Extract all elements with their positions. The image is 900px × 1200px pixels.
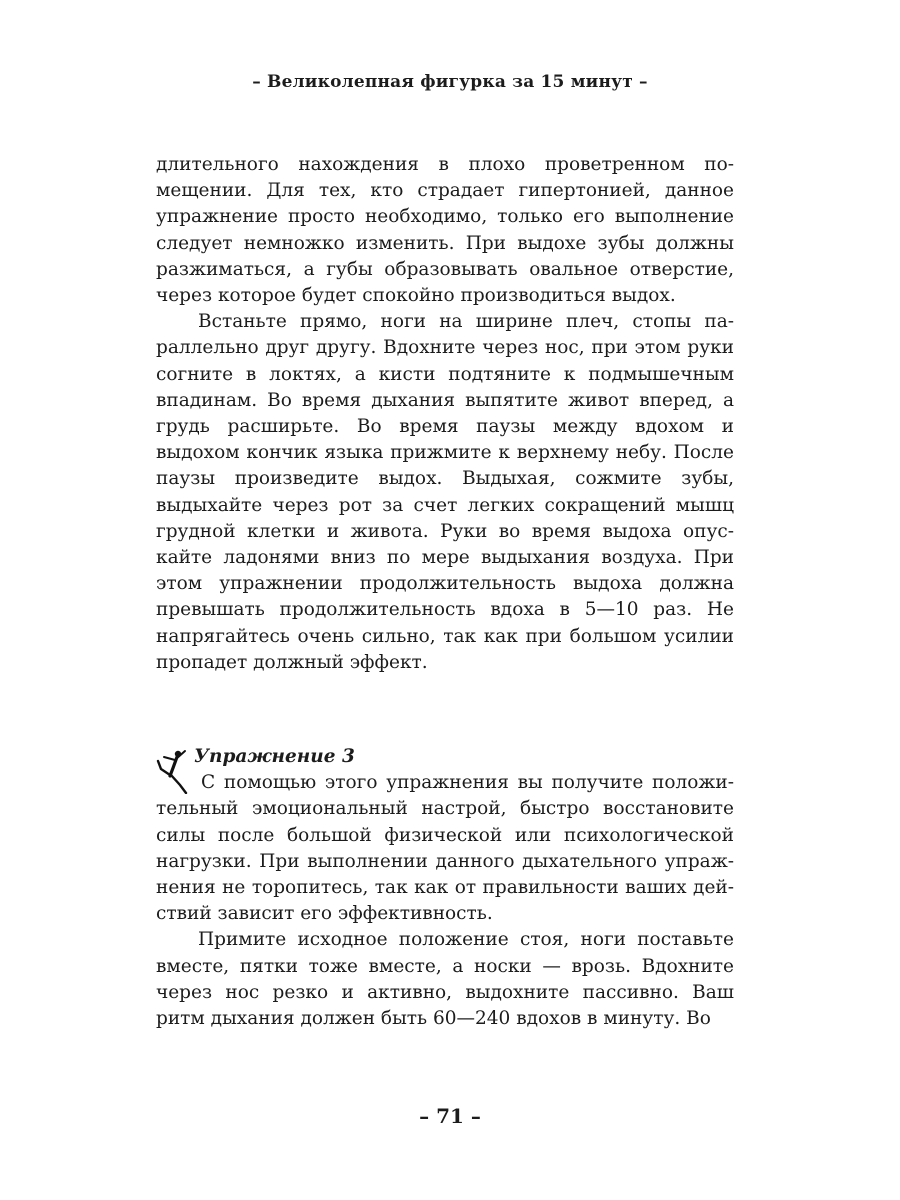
exercise-heading: Упражнение 3 bbox=[194, 746, 355, 767]
text-block-exercise bbox=[156, 744, 734, 1032]
paragraph-instructions: Встаньте прямо, ноги на ширине плеч, стопы параллельно друг другу. Вдохните через нос, при этом руки согните в локтях, а кисти подтяните к подмышечным впадинам. Во время дыхания выпятите живот вперед, а грудь расширьте. Во время паузы между вдохом и выдохом кончик языка прижмите к верхнему небу. После паузы произведите выдох. Выдыхая, сожмите зубы, выдыхайте через рот за счет легких сокращений мышц грудной клетки и живота. Руки во время выдоха опускайте ладонями вниз по мере выдыхания воздуха. При этом упражнении продолжительность выдоха должна превышать продолжительность вдоха в 5—10 раз. Не напрягайтесь очень сильно, так как при большом усилии пропадет должный эффект. bbox=[156, 311, 734, 673]
exercise-intro-paragraph: С помощью этого упражнения вы получите положительный эмоциональный настрой, быстро восстановите силы после большой физической или психологической нагрузки. При выполнении данного дыхательного упражнения не торопитесь, так как от правильности ваших действий зависит его эффективность. bbox=[156, 772, 734, 925]
text-block-main bbox=[156, 152, 734, 676]
page-number: – 71 – bbox=[419, 1104, 481, 1128]
exercise-steps-paragraph: Примите исходное положение стоя, ноги поставьте вместе, пятки тоже вместе, а носки — врозь. Вдохните через нос резко и активно, выдохните пассивно. Ваш ритм дыхания должен быть 60—240 вдохов в минуту. Во bbox=[156, 929, 734, 1030]
paragraph-continuation: длительного нахождения в плохо проветренном помещении. Для тех, кто страдает гипертонией, данное упражнение просто необходимо, только его выполнение следует немножко изменить. При выдохе зубы должны разжиматься, а губы образовывать овальное отверстие, через которое будет спокойно производиться выдох. bbox=[156, 154, 734, 307]
running-header: – Великолепная фигурка за 15 минут – bbox=[252, 72, 648, 92]
